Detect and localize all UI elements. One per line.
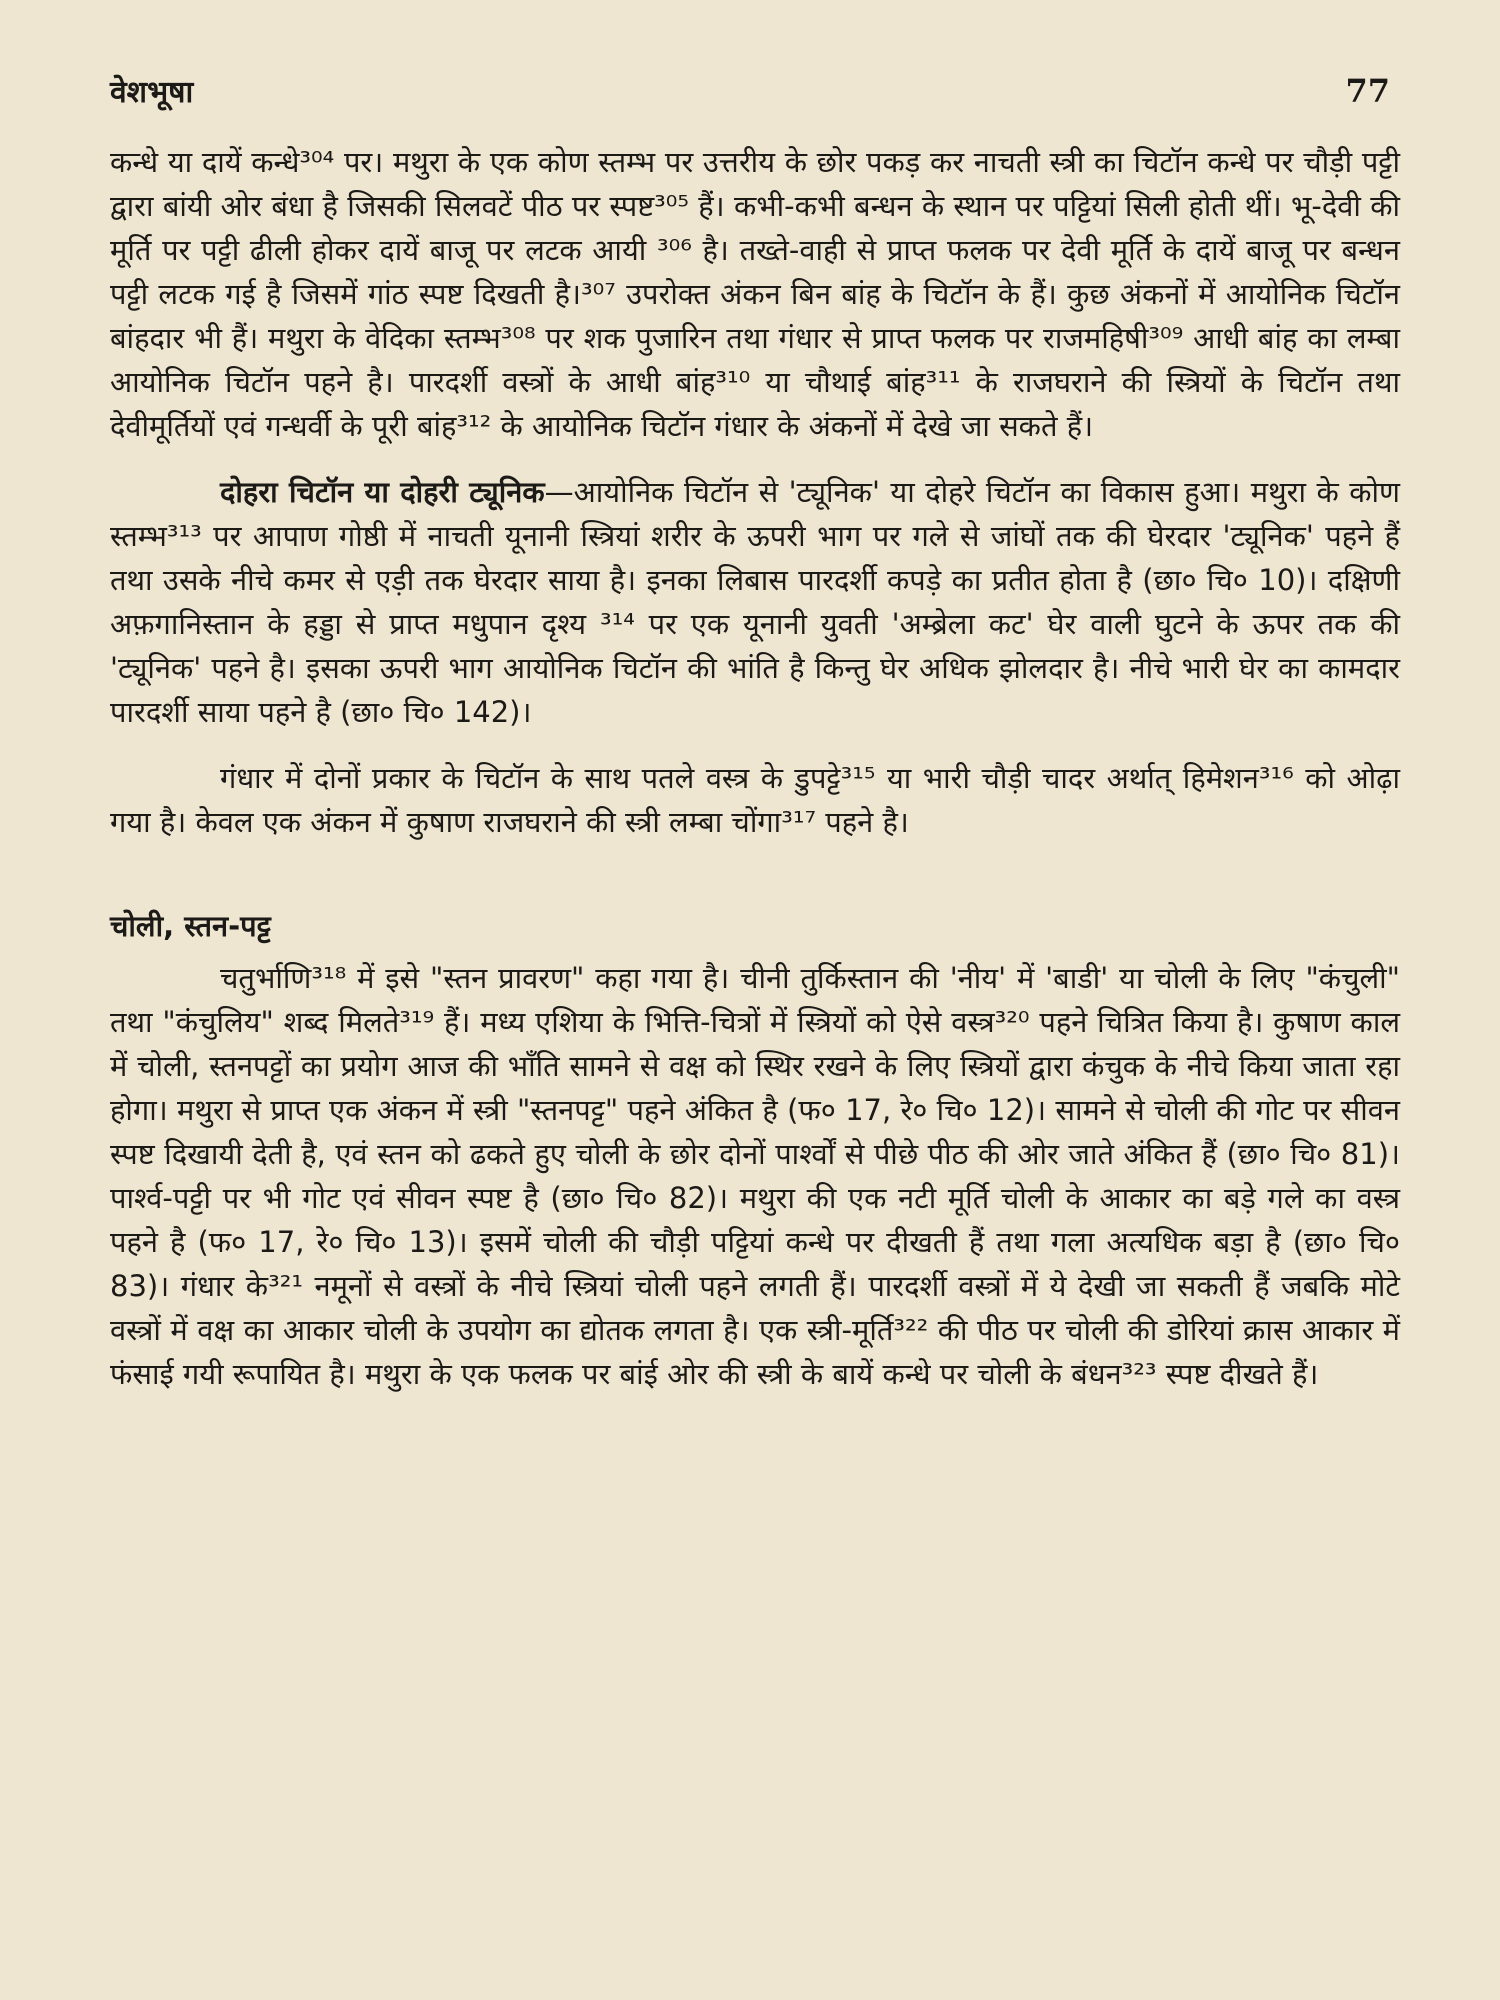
paragraph-lead-heading: दोहरा चिटॉन या दोहरी ट्यूनिक: [220, 475, 545, 509]
paragraph-body: —आयोनिक चिटॉन से 'ट्यूनिक' या दोहरे चिटॉन का विकास हुआ। मथुरा के कोण स्तम्भ³¹³ पर आपाण गोष्ठी में नाचती यूनानी स्त्रियां शरीर के ऊपरी भाग पर गले से जांघों तक की घेरदार 'ट्यूनिक' पहने हैं तथा उसके नीचे कमर से एड़ी तक घेरदार साया है। इनका लिबास पारदर्शी कपड़े का प्रतीत होता है (छा० चि० 10)। दक्षिणी अफ़गानिस्तान के हड्डा से प्राप्त मधुपान दृश्य ³¹⁴ पर एक यूनानी युवती 'अम्ब्रेला कट' घेर वाली घुटने के ऊपर तक की 'ट्यूनिक' पहने है। इसका ऊपरी भाग आयोनिक चिटॉन की भांति है किन्तु घेर अधिक झोलदार है। नीचे भारी घेर का कामदार पारदर्शी साया पहने है (छा० चि० 142)।: [110, 475, 1400, 729]
running-header: [110, 70, 1400, 140]
page-number: 77: [1345, 72, 1390, 110]
chapter-title: वेशभूषा: [110, 75, 194, 110]
paragraph-double-chiton: [110, 470, 1400, 734]
paragraph-chiton-sleeves: कन्धे या दायें कन्धे³⁰⁴ पर। मथुरा के एक कोण स्तम्भ पर उत्तरीय के छोर पकड़ कर नाचती स्त्री का चिटॉन कन्धे पर चौड़ी पट्टी द्वारा बांयी ओर बंधा है जिसकी सिलवटें पीठ पर स्पष्ट³⁰⁵ हैं। कभी-कभी बन्धन के स्थान पर पट्टियां सिली होती थीं। भू-देवी की मूर्ति पर पट्टी ढीली होकर दायें बाजू पर लटक आयी ³⁰⁶ है। तख्ते-वाही से प्राप्त फलक पर देवी मूर्ति के दायें बाजू पर बन्धन पट्टी लटक गई है जिसमें गांठ स्पष्ट दिखती है।³⁰⁷ उपरोक्त अंकन बिन बांह के चिटॉन के हैं। कुछ अंकनों में आयोनिक चिटॉन बांहदार भी हैं। मथुरा के वेदिका स्तम्भ³⁰⁸ पर शक पुजारिन तथा गंधार से प्राप्त फलक पर राजमहिषी³⁰⁹ आधी बांह का लम्बा आयोनिक चिटॉन पहने है। पारदर्शी वस्त्रों के आधी बांह³¹⁰ या चौथाई बांह³¹¹ के राजघराने की स्त्रियों के चिटॉन तथा देवीमूर्तियों एवं गन्धर्वी के पूरी बांह³¹² के आयोनिक चिटॉन गंधार के अंकनों में देखे जा सकते हैं।: [110, 145, 1400, 443]
section-heading: चोली, स्तन-पट्ट: [110, 909, 271, 943]
paragraph-gandhara-garments: गंधार में दोनों प्रकार के चिटॉन के साथ पतले वस्त्र के डुपट्टे³¹⁵ या भारी चौड़ी चादर अर्थात् हिमेशन³¹⁶ को ओढ़ा गया है। केवल एक अंकन में कुषाण राजघराने की स्त्री लम्बा चोंगा³¹⁷ पहने है।: [110, 761, 1400, 839]
paragraph-choli: चतुर्भाणि³¹⁸ में इसे "स्तन प्रावरण" कहा गया है। चीनी तुर्किस्तान की 'नीय' में 'बाडी' या चोली के लिए "कंचुली" तथा "कंचुलिय" शब्द मिलते³¹⁹ हैं। मध्य एशिया के भित्ति-चित्रों में स्त्रियों को ऐसे वस्त्र³²⁰ पहने चित्रित किया है। कुषाण काल में चोली, स्तनपट्टों का प्रयोग आज की भाँति सामने से वक्ष को स्थिर रखने के लिए स्त्रियों द्वारा कंचुक के नीचे किया जाता रहा होगा। मथुरा से प्राप्त एक अंकन में स्त्री "स्तनपट्ट" पहने अंकित है (फ० 17, रे० चि० 12)। सामने से चोली की गोट पर सीवन स्पष्ट दिखायी देती है, एवं स्तन को ढकते हुए चोली के छोर दोनों पार्श्वों से पीछे पीठ की ओर जाते अंकित हैं (छा० चि० 81)। पार्श्व-पट्टी पर भी गोट एवं सीवन स्पष्ट है (छा० चि० 82)। मथुरा की एक नटी मूर्ति चोली के आकार का बड़े गले का वस्त्र पहने है (फ० 17, रे० चि० 13)। इसमें चोली की चौड़ी पट्टियां कन्धे पर दीखती हैं तथा गला अत्यधिक बड़ा है (छा० चि० 83)। गंधार के³²¹ नमूनों से वस्त्रों के नीचे स्त्रियां चोली पहने लगती हैं। पारदर्शी वस्त्रों में ये देखी जा सकती हैं जबकि मोटे वस्त्रों में वक्ष का आकार चोली के उपयोग का द्योतक लगता है। एक स्त्री-मूर्ति³²² की पीठ पर चोली की डोरियां क्रास आकार में फंसाई गयी रूपायित है। मथुरा के एक फलक पर बांई ओर की स्त्री के बायें कन्धे पर चोली के बंधन³²³ स्पष्ट दीखते हैं।: [110, 961, 1400, 1391]
